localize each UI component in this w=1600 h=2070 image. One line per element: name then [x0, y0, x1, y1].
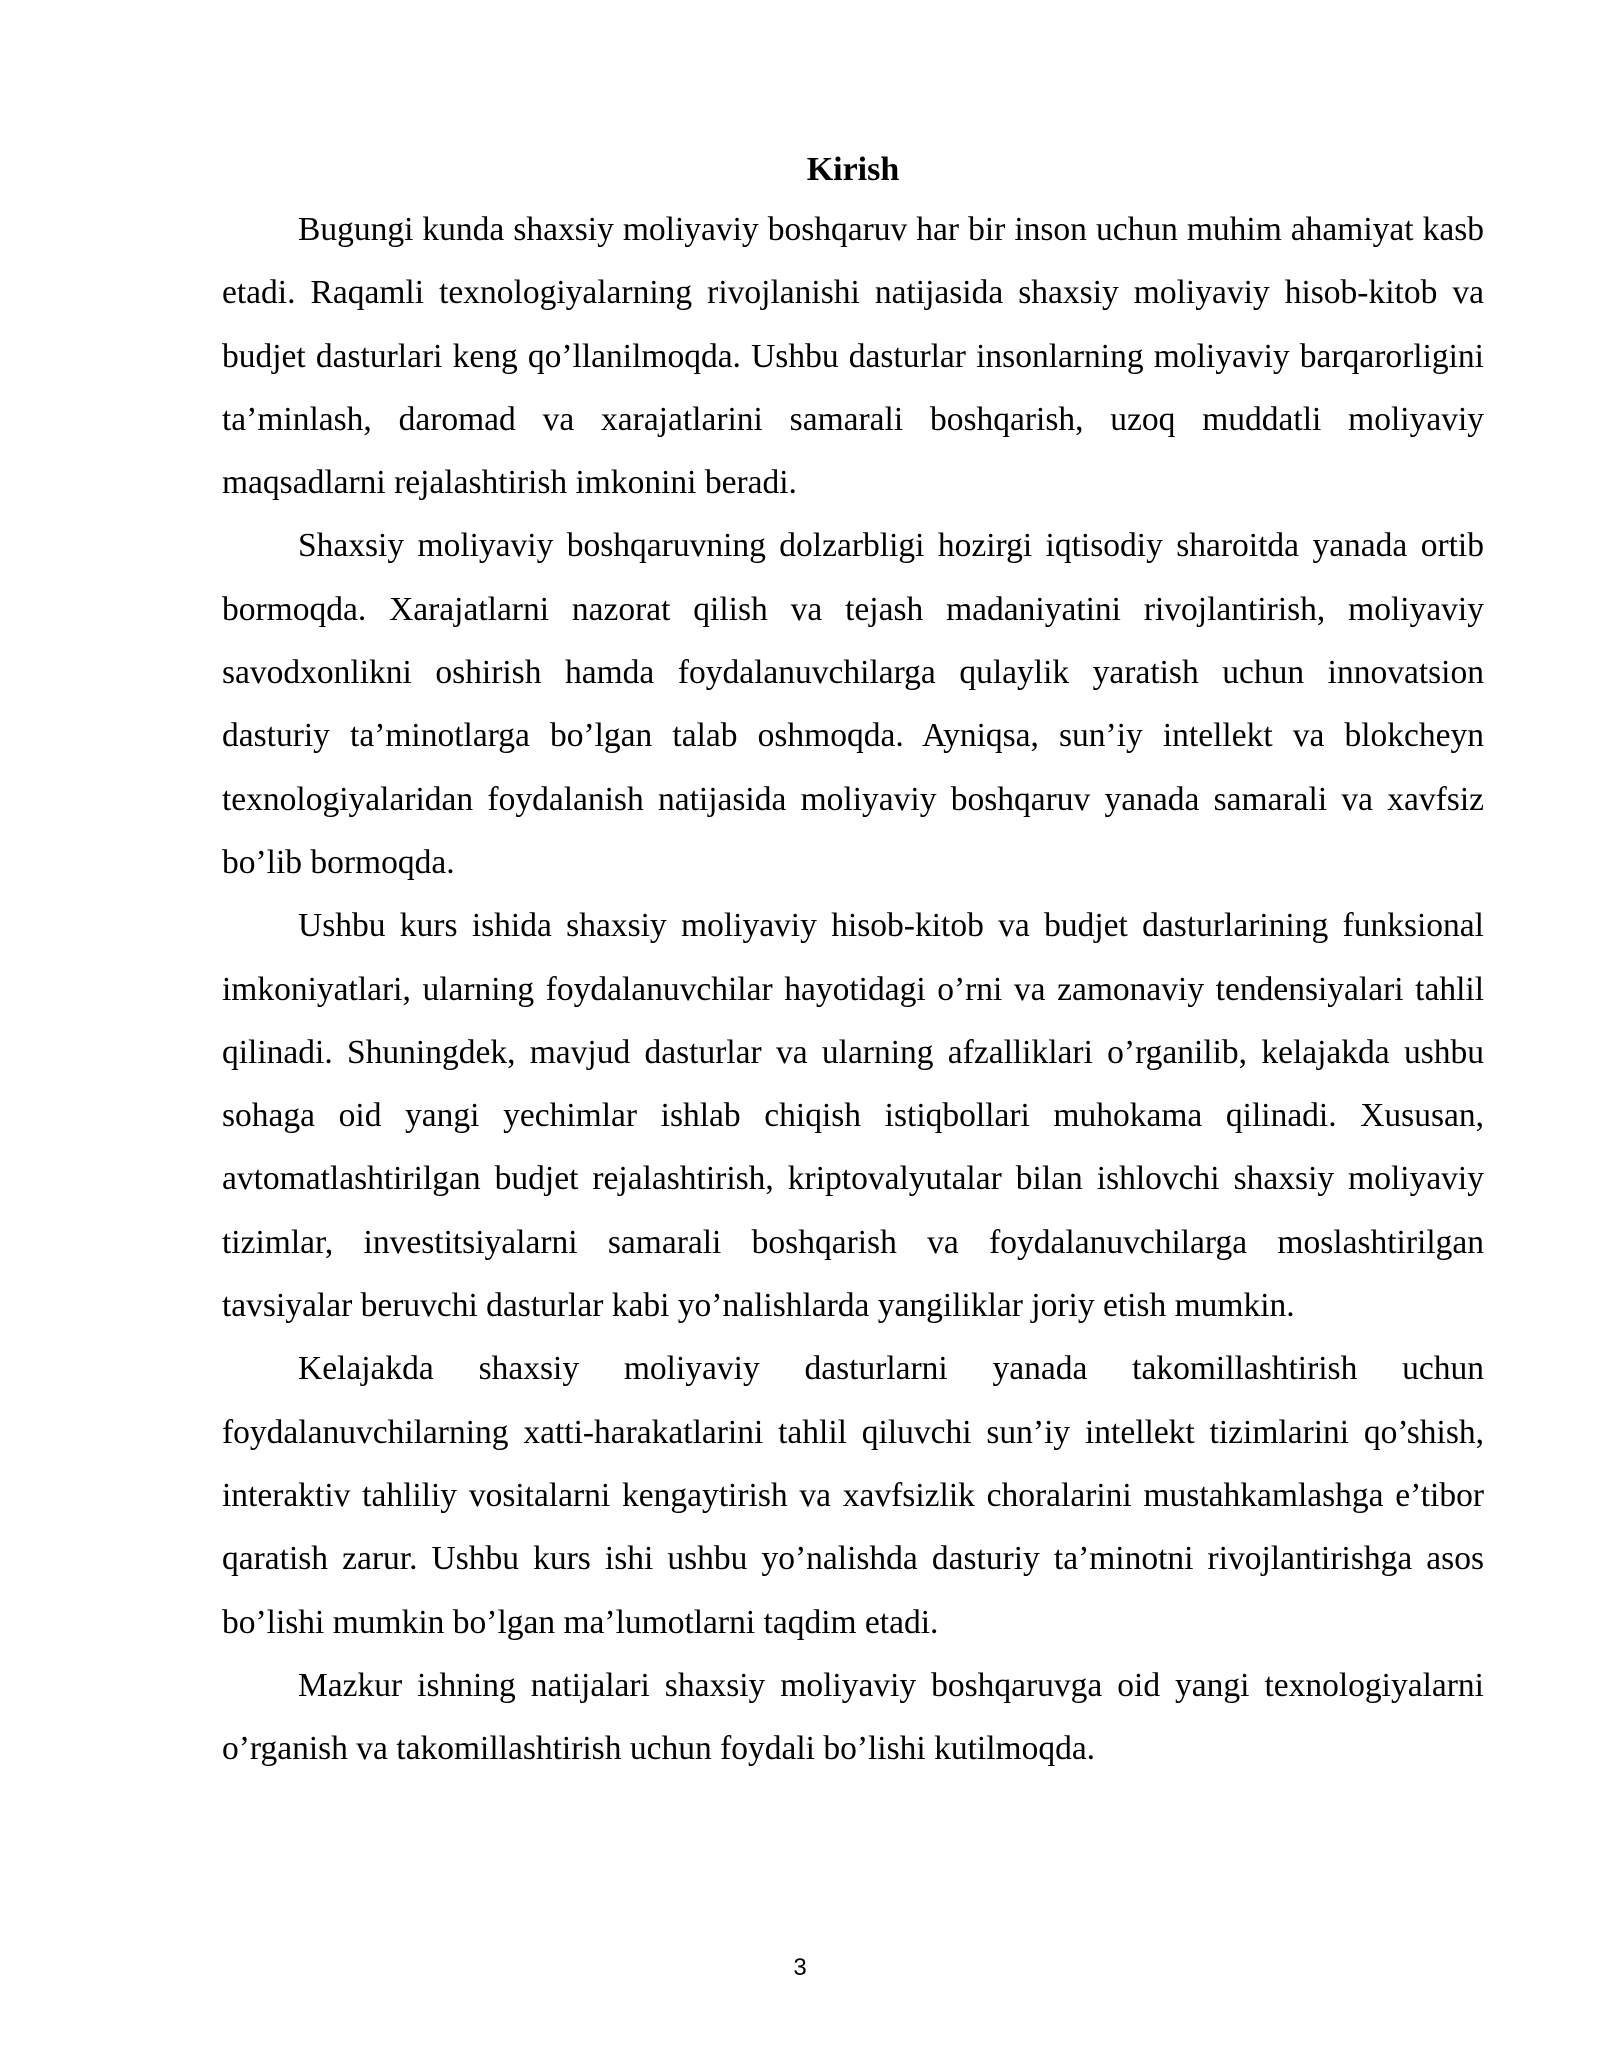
page-content	[222, 150, 1484, 1780]
paragraph-2: Shaxsiy moliyaviy boshqaruvning dolzarbligi hozirgi iqtisodiy sharoitda yanada ortib bormoqda. Xarajatlarni nazorat qilish va tejash madaniyatini rivojlantirish, moliyaviy savodxonlikni oshirish hamda foydalanuvchilarga qulaylik yaratish uchun innovatsion dasturiy ta’minotlarga bo’lgan talab oshmoqda. Ayniqsa, sun’iy intellekt va blokcheyn texnologiyalaridan foydalanish natijasida moliyaviy boshqaruv yanada samarali va xavfsiz bo’lib bormoqda.	[222, 527, 1484, 881]
paragraph-5: Mazkur ishning natijalari shaxsiy moliyaviy boshqaruvga oid yangi texnologiyalarni o’rganish va takomillashtirish uchun foydali bo’lishi kutilmoqda.	[222, 1666, 1484, 1768]
paragraph-4: Kelajakda shaxsiy moliyaviy dasturlarni yanada takomillashtirish uchun foydalanuvchilarning xatti-harakatlarini tahlil qiluvchi sun’iy intellekt tizimlarini qo’shish, interaktiv tahliliy vositalarni kengaytirish va xavfsizlik choralarini mustahkamlashga e’tibor qaratish zarur. Ushbu kurs ishi ushbu yo’nalishda dasturiy ta’minotni rivojlantirishga asos bo’lishi mumkin bo’lgan ma’lumotlarni taqdim etadi.	[222, 1350, 1484, 1641]
page-number: 3	[793, 1954, 807, 1981]
paragraph-1: Bugungi kunda shaxsiy moliyaviy boshqaruv har bir inson uchun muhim ahamiyat kasb etadi. Raqamli texnologiyalarning rivojlanishi natijasida shaxsiy moliyaviy hisob-kitob va budjet dasturlari keng qo’llanilmoqda. Ushbu dasturlar insonlarning moliyaviy barqarorligini ta’minlash, daromad va xarajatlarini samarali boshqarish, uzoq muddatli moliyaviy maqsadlarni rejalashtirish imkonini beradi.	[222, 211, 1484, 502]
section-title: Kirish	[806, 151, 900, 188]
paragraph-3: Ushbu kurs ishida shaxsiy moliyaviy hisob-kitob va budjet dasturlarining funksional imkoniyatlari, ularning foydalanuvchilar hayotidagi o’rni va zamonaviy tendensiyalari tahlil qilinadi. Shuningdek, mavjud dasturlar va ularning afzalliklari o’rganilib, kelajakda ushbu sohaga oid yangi yechimlar ishlab chiqish istiqbollari muhokama qilinadi. Xususan, avtomatlashtirilgan budjet rejalashtirish, kriptovalyutalar bilan ishlovchi shaxsiy moliyaviy tizimlar, investitsiyalarni samarali boshqarish va foydalanuvchilarga moslashtirilgan tavsiyalar beruvchi dasturlar kabi yo’nalishlarda yangiliklar joriy etish mumkin.	[222, 907, 1484, 1325]
